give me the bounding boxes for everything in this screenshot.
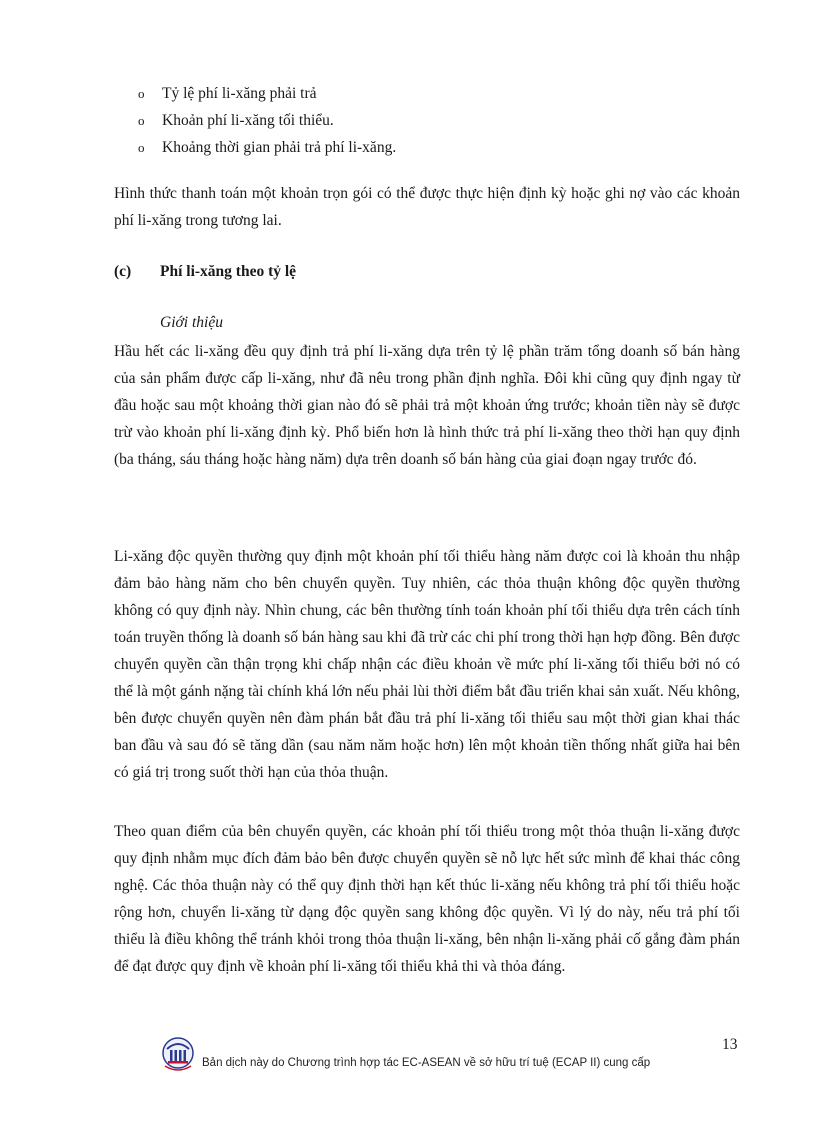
paragraph-lump-sum: Hình thức thanh toán một khoản trọn gói có thể được thực hiện định kỳ hoặc ghi nợ vào các khoản phí li-xăng trong tương lai. (114, 185, 740, 229)
section-subtitle: Giới thiệu (160, 314, 223, 331)
paragraph-3: Theo quan điểm của bên chuyển quyền, các khoản phí tối thiểu trong một thỏa thuận li-xăng được quy định nhằm mục đích đảm bảo bên được chuyển quyền sẽ nỗ lực hết sức mình để khai thác công nghệ. Các thỏa thuận này có thể quy định thời hạn kết thúc li-xăng nếu không trả phí tối thiểu hoặc rộng hơn, chuyển li-xăng từ dạng độc quyền sang không độc quyền. Vì lý do này, nếu trả phí tối thiểu là điều không thể tránh khỏi trong thỏa thuận li-xăng, bên nhận li-xăng phải cố gắng đàm phán để đạt được quy định về khoản phí li-xăng tối thiểu khả thi và thỏa đáng. (114, 823, 740, 975)
list-item-text: Khoảng thời gian phải trả phí li-xăng. (162, 139, 397, 156)
ecap-logo-icon (160, 1036, 196, 1076)
section-number: (c) (114, 263, 132, 280)
list-item-text: Khoản phí li-xăng tối thiểu. (162, 112, 334, 129)
bullet-marker: o (138, 140, 145, 155)
bullet-marker: o (138, 86, 145, 101)
list-item-text: Tỷ lệ phí li-xăng phải trả (162, 85, 317, 102)
page-number: 13 (722, 1036, 738, 1053)
paragraph-1: Hầu hết các li-xăng đều quy định trả phí li-xăng dựa trên tỷ lệ phần trăm tổng doanh số bán hàng của sản phẩm được cấp li-xăng, như đã nêu trong phần định nghĩa. Đôi khi cũng quy định ngay từ đầu hoặc sau một khoảng thời gian nào đó sẽ phải trả một khoản ứng trước; khoản tiền này sẽ được trừ vào khoản phí li-xăng định kỳ. Phổ biến hơn là hình thức trả phí li-xăng theo thời hạn quy định (ba tháng, sáu tháng hoặc hàng năm) dựa trên doanh số bán hàng của giai đoạn ngay trước đó. (114, 343, 740, 468)
list-item (138, 134, 396, 161)
bullet-marker: o (138, 113, 145, 128)
list-item (138, 107, 396, 134)
paragraph-2: Li-xăng độc quyền thường quy định một khoản phí tối thiểu hàng năm được coi là khoản thu nhập đảm bảo hàng năm cho bên chuyển quyền. Tuy nhiên, các thỏa thuận không độc quyền thường không có quy định này. Nhìn chung, các bên thường tính toán khoản phí tối thiểu dựa trên cách tính toán truyền thống là doanh số bán hàng sau khi đã trừ các chi phí trong thời hạn hợp đồng. Bên được chuyển quyền cần thận trọng khi chấp nhận các điều khoản về mức phí li-xăng tối thiểu bởi nó có thể là một gánh nặng tài chính khá lớn nếu phải lùi thời điểm bắt đầu triển khai sản xuất. Nếu không, bên được chuyển quyền nên đàm phán bắt đầu trả phí li-xăng tối thiểu sau một thời gian khai thác ban đầu và sau đó sẽ tăng dần (sau năm năm hoặc hơn) lên một khoản tiền thống nhất giữa hai bên có giá trị trong suốt thời hạn của thỏa thuận. (114, 548, 740, 781)
section-title: Phí li-xăng theo tỷ lệ (160, 263, 297, 280)
section-heading (114, 258, 296, 285)
footer-text: Bản dịch này do Chương trình hợp tác EC-ASEAN về sở hữu trí tuệ (ECAP II) cung cấp (202, 1057, 651, 1069)
list-item (138, 80, 396, 107)
bullet-list (138, 80, 396, 161)
